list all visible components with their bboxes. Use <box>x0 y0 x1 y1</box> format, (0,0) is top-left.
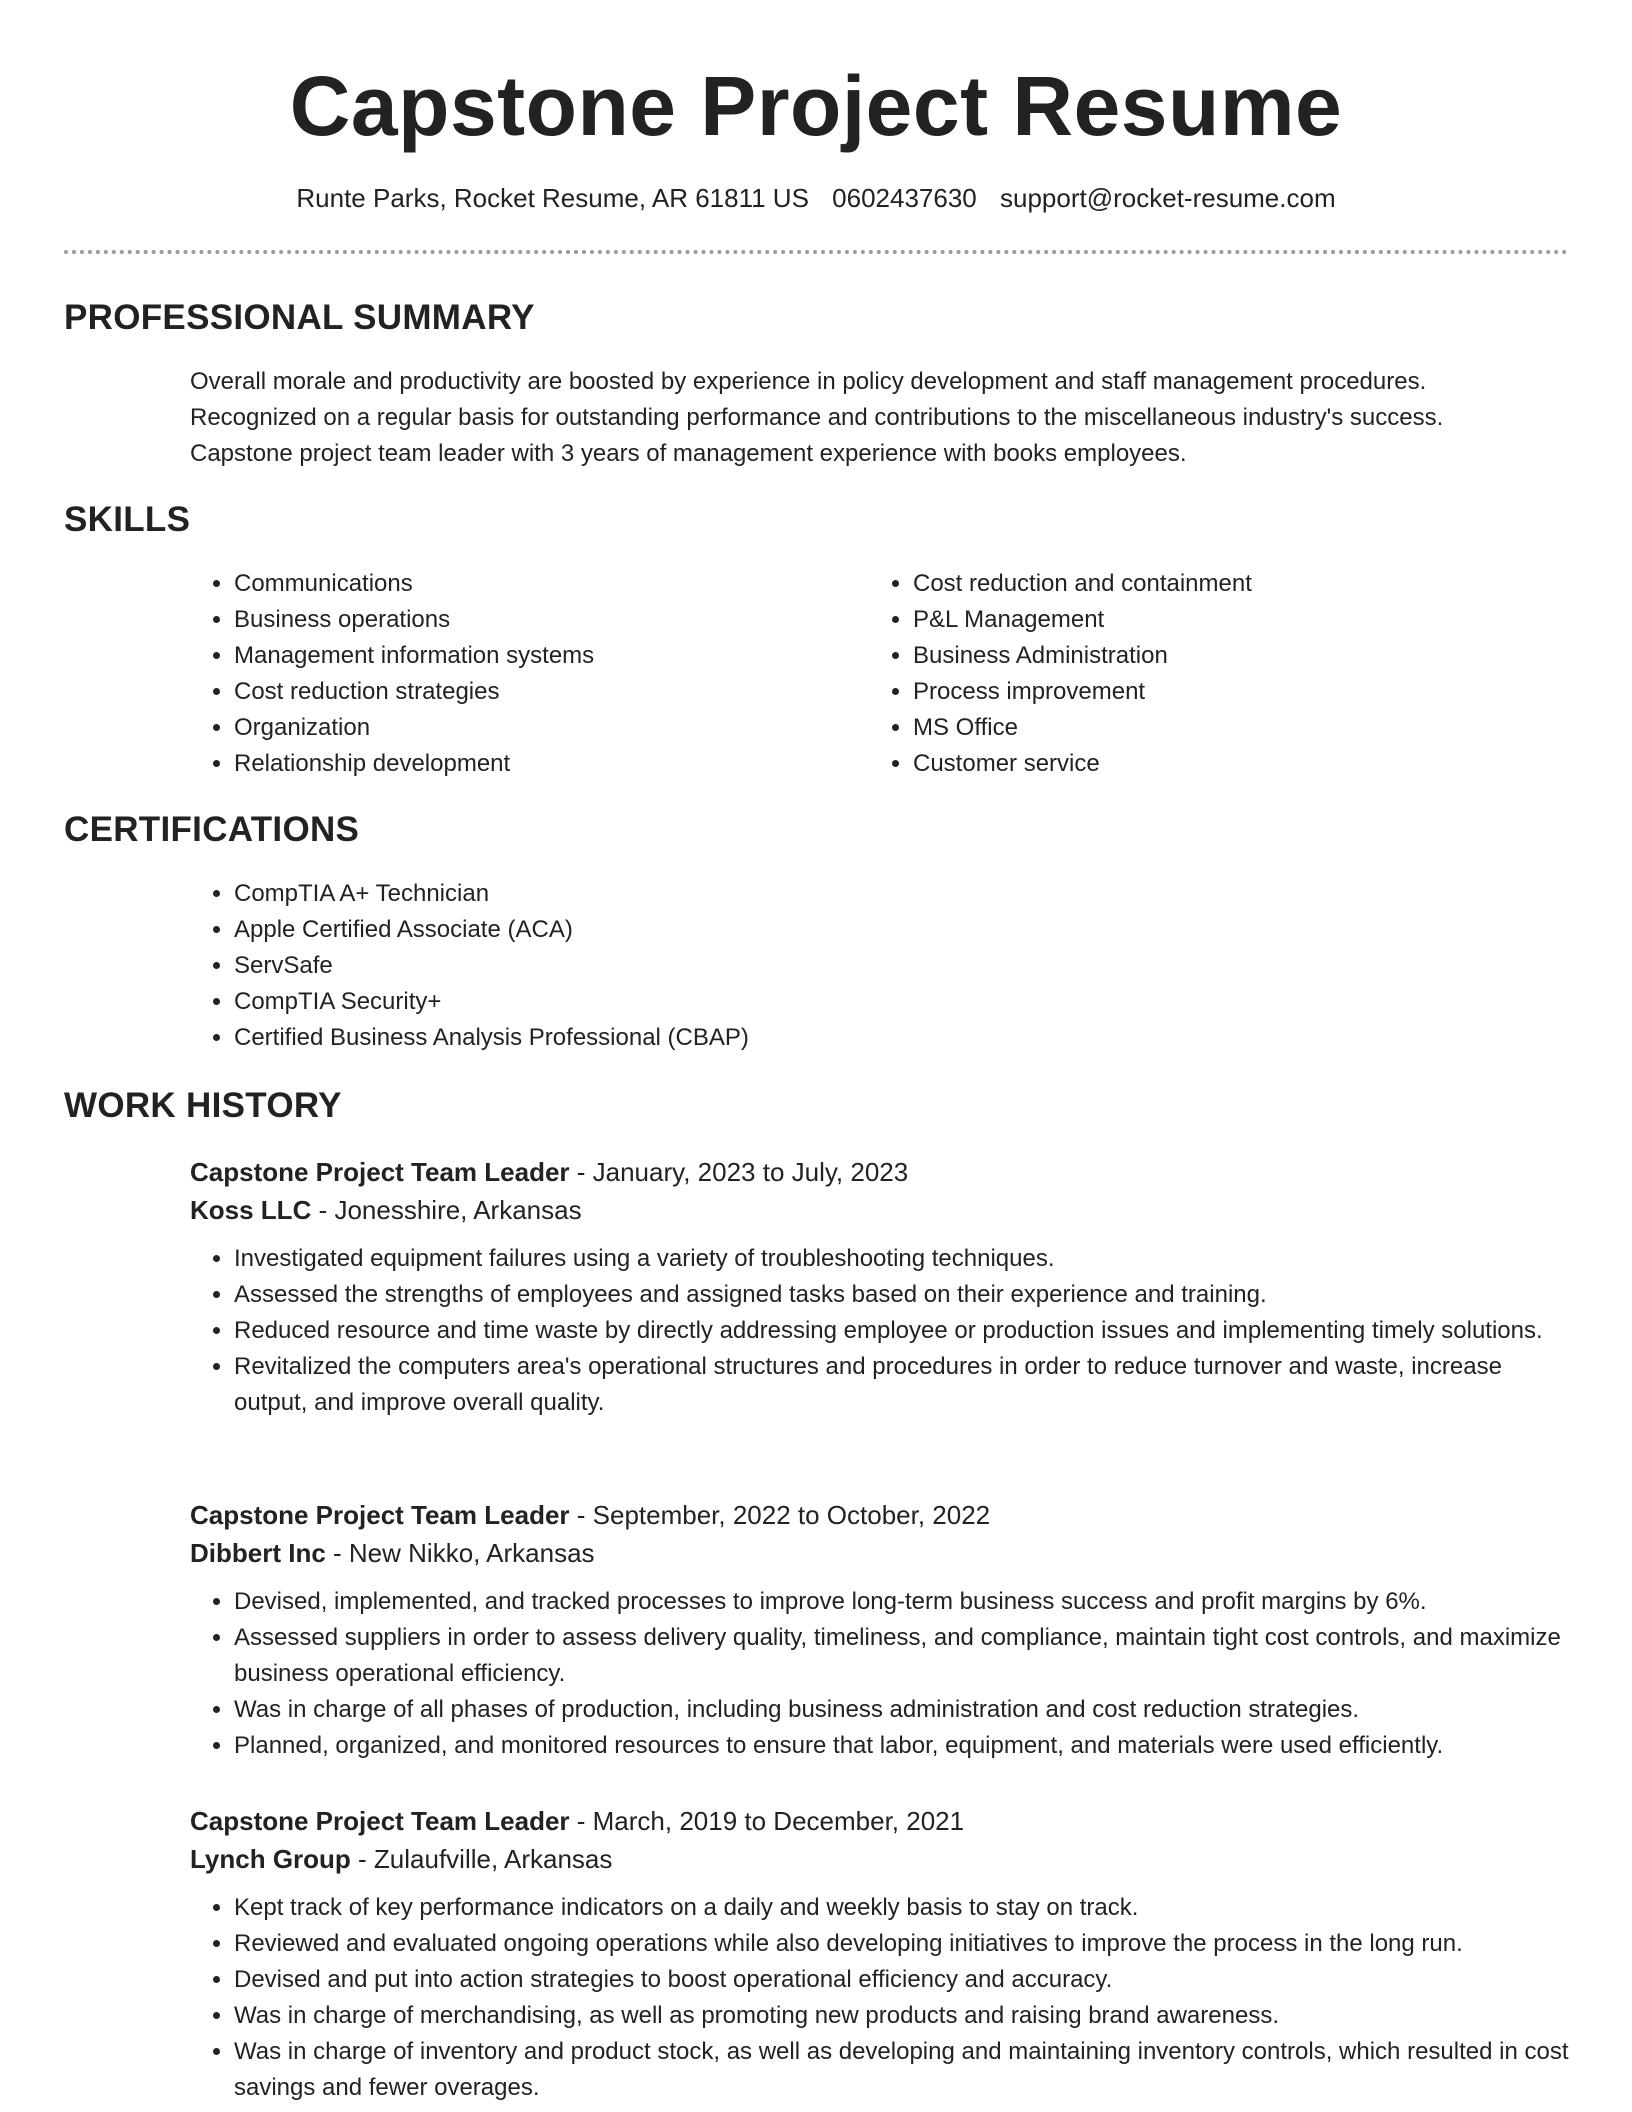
section-title-work-history: WORK HISTORY <box>64 1086 342 1125</box>
job-entry <box>190 1496 1580 1764</box>
certification-item: • ServSafe <box>234 948 1534 984</box>
skills-list-right <box>869 566 1553 782</box>
job-location: - Zulaufville, Arkansas <box>350 1844 613 1874</box>
job-title-line <box>190 1496 1580 1534</box>
job-bullet: • Planned, organized, and monitored resources to ensure that labor, equipment, and materials were used efficiently. <box>234 1728 1580 1764</box>
certification-item: • Apple Certified Associate (ACA) <box>234 912 1534 948</box>
skill-item: • P&L Management <box>913 602 1553 638</box>
certifications-list <box>190 876 1534 1056</box>
job-bullet: • Investigated equipment failures using a variety of troubleshooting techniques. <box>234 1241 1580 1277</box>
skill-item: • MS Office <box>913 710 1553 746</box>
job-company: Koss LLC <box>190 1195 312 1225</box>
contact-email: support@rocket-resume.com <box>1000 183 1336 213</box>
skill-item: • Customer service <box>913 746 1553 782</box>
job-bullet: • Revitalized the computers area's operational structures and procedures in order to reduce turnover and waste, increase output, and improve overall quality. <box>234 1349 1580 1421</box>
skill-item: • Cost reduction and containment <box>913 566 1553 602</box>
summary-line: Capstone project team leader with 3 years of management experience with books employees. <box>190 440 1187 467</box>
skills-list-left <box>190 566 854 782</box>
section-title-certifications: CERTIFICATIONS <box>64 810 360 849</box>
job-bullet: • Reviewed and evaluated ongoing operations while also developing initiatives to improve the process in the long run. <box>234 1926 1580 1962</box>
job-bullet: • Was in charge of all phases of production, including business administration and cost reduction strategies. <box>234 1692 1580 1728</box>
job-bullet: • Assessed suppliers in order to assess delivery quality, timeliness, and compliance, maintain tight cost controls, and maximize business operational efficiency. <box>234 1620 1580 1692</box>
skill-item: • Business Administration <box>913 638 1553 674</box>
contact-address: Runte Parks, Rocket Resume, AR 61811 US <box>296 183 809 213</box>
job-company-line <box>190 1840 1580 1878</box>
summary-text <box>190 364 1570 472</box>
header-divider <box>64 250 1568 254</box>
summary-line: Overall morale and productivity are boosted by experience in policy development and staff management procedures. <box>190 368 1427 395</box>
job-bullet: • Assessed the strengths of employees and assigned tasks based on their experience and training. <box>234 1277 1580 1313</box>
skill-item: • Cost reduction strategies <box>234 674 854 710</box>
certification-item: • CompTIA Security+ <box>234 984 1534 1020</box>
job-role: Capstone Project Team Leader <box>190 1157 570 1187</box>
section-title-summary: PROFESSIONAL SUMMARY <box>64 298 535 337</box>
job-company: Lynch Group <box>190 1844 351 1874</box>
section-title-skills: SKILLS <box>64 500 191 539</box>
job-bullet-list <box>190 1584 1580 1764</box>
skill-item: • Management information systems <box>234 638 854 674</box>
job-bullet: • Devised and put into action strategies to boost operational efficiency and accuracy. <box>234 1962 1580 1998</box>
job-dates: - March, 2019 to December, 2021 <box>569 1806 965 1836</box>
job-dates: - January, 2023 to July, 2023 <box>569 1157 909 1187</box>
job-title-line <box>190 1802 1580 1840</box>
job-bullet: • Reduced resource and time waste by directly addressing employee or production issues and implementing timely solutions. <box>234 1313 1580 1349</box>
job-company: Dibbert Inc <box>190 1538 326 1568</box>
job-role: Capstone Project Team Leader <box>190 1500 570 1530</box>
job-bullet: • Devised, implemented, and tracked processes to improve long-term business success and profit margins by 6%. <box>234 1584 1580 1620</box>
job-bullet: • Was in charge of merchandising, as well as promoting new products and raising brand awareness. <box>234 1998 1580 2034</box>
job-role: Capstone Project Team Leader <box>190 1806 570 1836</box>
job-dates: - September, 2022 to October, 2022 <box>569 1500 991 1530</box>
skill-item: • Process improvement <box>913 674 1553 710</box>
job-entry <box>190 1153 1580 1421</box>
certification-item: • Certified Business Analysis Professional (CBAP) <box>234 1020 1534 1056</box>
job-entry <box>190 1802 1580 2106</box>
certification-item: • CompTIA A+ Technician <box>234 876 1534 912</box>
skill-item: • Communications <box>234 566 854 602</box>
job-bullet: • Was in charge of inventory and product stock, as well as developing and maintaining inventory controls, which resulted in cost savings and fewer overages. <box>234 2034 1580 2106</box>
summary-line: Recognized on a regular basis for outstanding performance and contributions to the miscellaneous industry's success. <box>190 404 1444 431</box>
resume-title: Capstone Project Resume <box>289 59 1343 153</box>
job-location: - Jonesshire, Arkansas <box>311 1195 582 1225</box>
skill-item: • Relationship development <box>234 746 854 782</box>
contact-line <box>0 180 1632 216</box>
job-bullet-list <box>190 1890 1580 2106</box>
job-bullet-list <box>190 1241 1580 1421</box>
contact-phone: 0602437630 <box>832 183 977 213</box>
job-company-line <box>190 1534 1580 1572</box>
skill-item: • Organization <box>234 710 854 746</box>
skill-item: • Business operations <box>234 602 854 638</box>
job-bullet: • Kept track of key performance indicators on a daily and weekly basis to stay on track. <box>234 1890 1580 1926</box>
job-location: - New Nikko, Arkansas <box>325 1538 595 1568</box>
job-company-line <box>190 1191 1580 1229</box>
job-title-line <box>190 1153 1580 1191</box>
